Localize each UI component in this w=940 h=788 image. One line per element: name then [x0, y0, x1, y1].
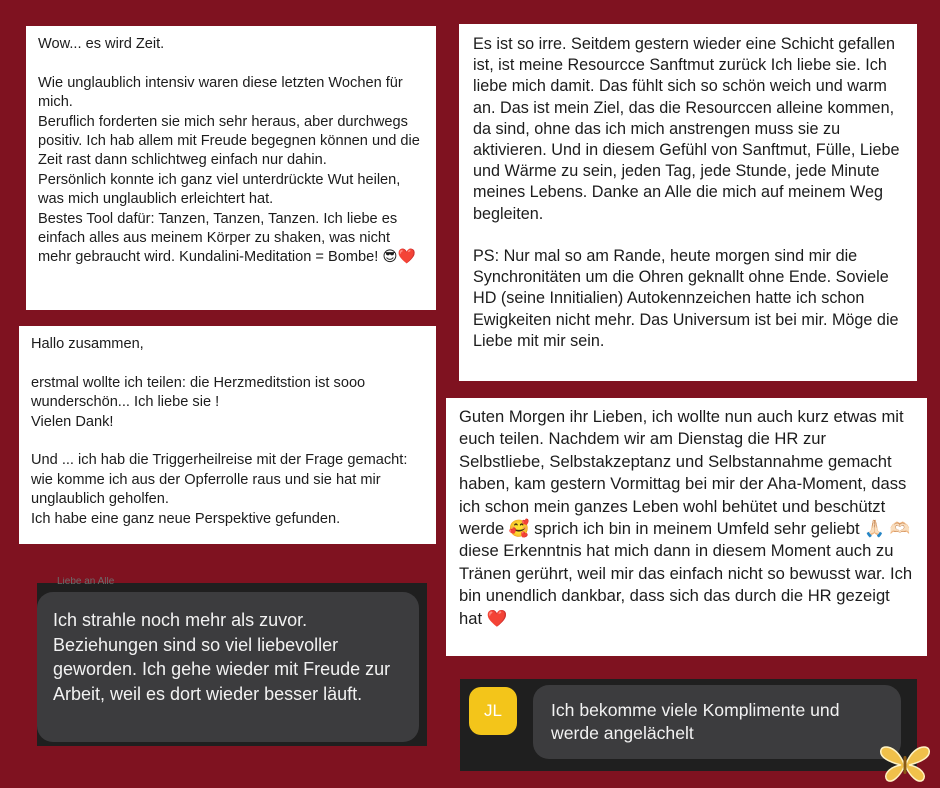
- chat-peek-text: Liebe an Alle: [57, 577, 115, 587]
- chat-screenshot-2: [460, 679, 917, 771]
- testimonial-card-4: Guten Morgen ihr Lieben, ich wollte nun auch kurz etwas mit euch teilen. Nachdem wir am Dienstag die HR zur Selbstliebe, Selbstakzeptanz und Selbstannahme gemacht haben, kam gestern Vormittag bei mir der Aha-Moment, dass ich schon mein ganzes Leben wohl behütet und beschützt werde 🥰 sprich ich bin in meinem Umfeld sehr geliebt 🙏🏻 🫶🏻 diese Erkenntnis hat mich dann in diesem Moment auch zu Tränen gerührt, weil mir das einfach nicht so bewusst war. Ich bin unendlich dankbar, dass sich das durch die HR gezeigt hat ❤️: [446, 398, 927, 656]
- testimonial-card-2: Es ist so irre. Seitdem gestern wieder eine Schicht gefallen ist, ist meine Resourcce Sanftmut zurück Ich liebe sie. Ich liebe mich damit. Das fühlt sich so schön weich und warm an. Das ist mein Ziel, das die Resourccen alleine kommen, da sind, ohne das ich mich anstrengen muss sie zu aktivieren. Und in diesem Gefühl von Sanftmut, Fülle, Liebe und Wärme zu sein, jeden Tag, jede Stunde, jede Minute meines Lebens. Danke an Alle die mich auf meinem Weg begleiten. PS: Nur mal so am Rande, heute morgen sind mir die Synchronitäten um die Ohren geknallt ohne Ende. Soviele HD (seine Innitialien) Autokennzeichen hatte ich schon Ewigkeiten nicht mehr. Das Universum ist bei mir. Möge die Liebe mit mir sein.: [459, 24, 917, 381]
- chat-bubble: Ich bekomme viele Komplimente und werde angelächelt: [533, 685, 901, 759]
- testimonial-card-3: Hallo zusammen, erstmal wollte ich teilen: die Herzmeditstion ist sooo wunderschön... Ich liebe sie ! Vielen Dank! Und ... ich hab die Triggerheilreise mit der Frage gemacht: wie komme ich aus der Opferrolle raus und sie hat mir unglaublich geholfen. Ich habe eine ganz neue Perspektive gefunden.: [19, 326, 436, 544]
- butterfly-icon: [877, 742, 933, 786]
- chat-bubble: Ich strahle noch mehr als zuvor. Beziehungen sind so viel liebevoller geworden. Ich gehe wieder mit Freude zur Arbeit, weil es dort wieder besser läuft.: [37, 592, 419, 742]
- testimonial-card-1: Wow... es wird Zeit. Wie unglaublich intensiv waren diese letzten Wochen für mich. Beruflich forderten sie mich sehr heraus, aber durchwegs positiv. Ich hab allem mit Freude begegnen können und die Zeit rast dann schlichtweg einfach nur dahin. Persönlich konnte ich ganz viel unterdrückte Wut heilen, was mich unglaublich erleichtert hat. Bestes Tool dafür: Tanzen, Tanzen, Tanzen. Ich liebe es einfach alles aus meinem Körper zu shaken, was nicht mehr gebraucht wird. Kundalini-Meditation = Bombe! 😎❤️: [26, 26, 436, 310]
- avatar: JL: [469, 687, 517, 735]
- chat-screenshot-1: [37, 577, 427, 746]
